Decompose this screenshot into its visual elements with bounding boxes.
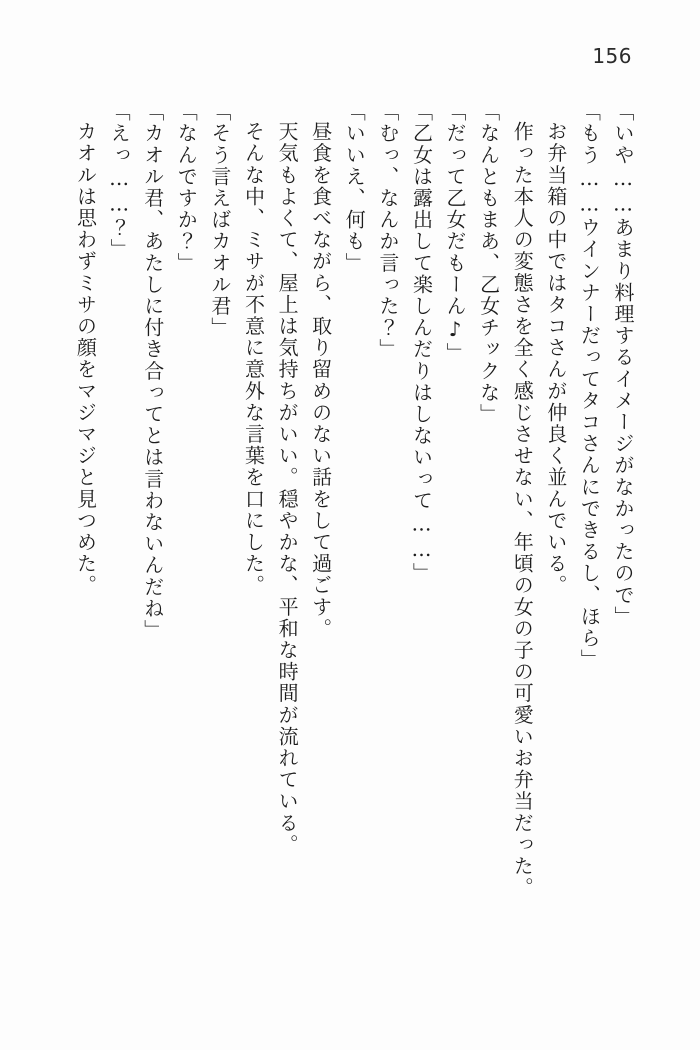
paragraph: 「えっ……？」	[107, 101, 132, 261]
paragraph: 「なんですか？」	[174, 101, 199, 274]
paragraph: 「いや……あまり料理するイメージがなかったので」	[611, 101, 635, 628]
paragraph: 「カオル君、あたしに付き合ってとは言わないんだね」	[140, 101, 165, 641]
paragraph: 「なんともまあ、乙女チックな」	[476, 101, 501, 425]
paragraph: 「むっ、なんか言った？」	[375, 101, 400, 361]
paragraph: お弁当箱の中ではタコさんが仲良く並んでいる。	[543, 121, 568, 597]
paragraph: 「もう……ウインナーだってタコさんにできるし、ほら」	[577, 101, 602, 671]
paragraph: 「そう言えばカオル君」	[207, 101, 232, 339]
paragraph: 作った本人の変態さを全く感じさせない、年頃の女の子の可愛いお弁当だった。	[510, 121, 535, 899]
paragraph: カオルは思わずミサの顔をマジマジと見つめた。	[73, 121, 98, 597]
paragraph: 「だって乙女だもーん♪」	[443, 101, 468, 365]
paragraph: 「いいえ、何も」	[342, 101, 367, 274]
paragraph: そんな中、ミサが不意に意外な言葉を口にした。	[241, 121, 266, 597]
page-number: 156	[592, 44, 632, 68]
paragraph: 「乙女は露出して楽しんだりはしないって……」	[409, 101, 434, 585]
paragraph: 昼食を食べながら、取り留めのない話をして過ごす。	[308, 121, 333, 640]
vertical-text-block	[68, 101, 639, 921]
paragraph: 天気もよくて、屋上は気持ちがいい。穏やかな、平和な時間が流れている。	[275, 121, 300, 856]
